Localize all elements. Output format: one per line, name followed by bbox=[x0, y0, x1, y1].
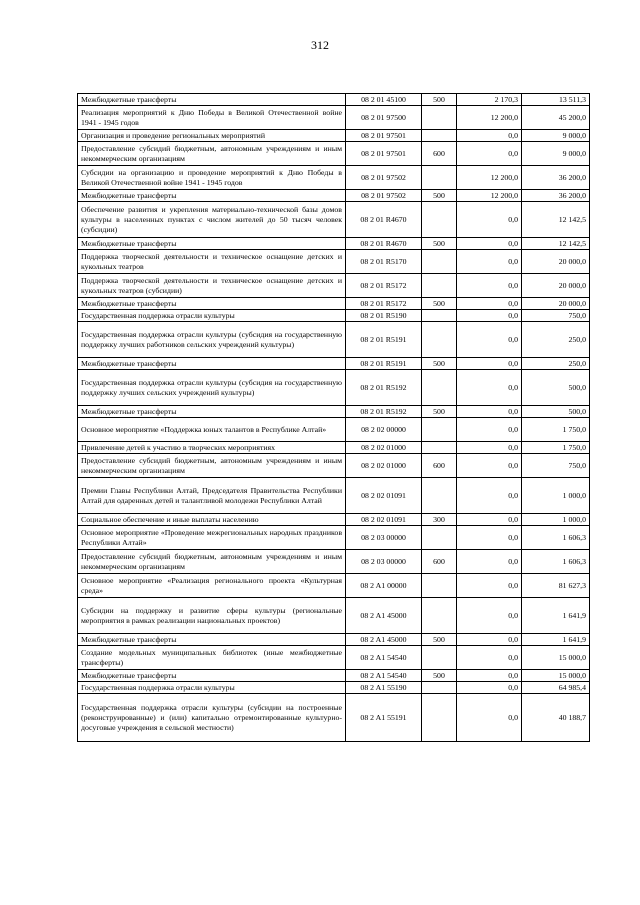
table-row bbox=[78, 238, 590, 250]
row-expense-type bbox=[422, 322, 457, 358]
row-expense-type bbox=[422, 166, 457, 190]
row-expense-type: 600 bbox=[422, 142, 457, 166]
row-code: 08 2 01 R5192 bbox=[346, 406, 422, 418]
row-name: Межбюджетные трансферты bbox=[78, 190, 346, 202]
row-amount-2: 13 511,3 bbox=[522, 94, 590, 106]
table-row bbox=[78, 274, 590, 298]
row-code: 08 2 02 01091 bbox=[346, 514, 422, 526]
row-amount-1: 0,0 bbox=[457, 298, 522, 310]
row-expense-type bbox=[422, 682, 457, 694]
row-expense-type bbox=[422, 106, 457, 130]
table-row bbox=[78, 166, 590, 190]
row-name: Межбюджетные трансферты bbox=[78, 298, 346, 310]
row-name: Государственная поддержка отрасли культуры bbox=[78, 682, 346, 694]
row-code: 08 2 02 01000 bbox=[346, 454, 422, 478]
row-name: Межбюджетные трансферты bbox=[78, 406, 346, 418]
row-amount-2: 9 000,0 bbox=[522, 142, 590, 166]
row-amount-1: 0,0 bbox=[457, 646, 522, 670]
row-amount-2: 250,0 bbox=[522, 322, 590, 358]
row-expense-type bbox=[422, 130, 457, 142]
row-amount-2: 20 000,0 bbox=[522, 274, 590, 298]
row-amount-2: 15 000,0 bbox=[522, 670, 590, 682]
row-code: 08 2 01 97502 bbox=[346, 166, 422, 190]
table-row bbox=[78, 310, 590, 322]
row-code: 08 2 01 97501 bbox=[346, 130, 422, 142]
table-row bbox=[78, 634, 590, 646]
row-amount-2: 40 188,7 bbox=[522, 694, 590, 742]
row-code: 08 2 01 45100 bbox=[346, 94, 422, 106]
row-amount-2: 12 142,5 bbox=[522, 238, 590, 250]
row-amount-2: 20 000,0 bbox=[522, 250, 590, 274]
row-name: Предоставление субсидий бюджетным, автономным учреждениям и иным некоммерческим организациям bbox=[78, 142, 346, 166]
table-row bbox=[78, 694, 590, 742]
row-name: Обеспечение развития и укрепления материально-технической базы домов культуры в населенных пунктах с числом жителей до 50 тысяч человек (субсидии) bbox=[78, 202, 346, 238]
row-amount-2: 1 000,0 bbox=[522, 478, 590, 514]
row-name: Реализация мероприятий к Дню Победы в Великой Отечественной войне 1941 - 1945 годов bbox=[78, 106, 346, 130]
row-amount-2: 20 000,0 bbox=[522, 298, 590, 310]
row-code: 08 2 A1 54540 bbox=[346, 670, 422, 682]
table-row bbox=[78, 442, 590, 454]
row-name: Поддержка творческой деятельности и техническое оснащение детских и кукольных театров bbox=[78, 250, 346, 274]
row-expense-type: 600 bbox=[422, 550, 457, 574]
row-amount-2: 1 641,9 bbox=[522, 598, 590, 634]
row-name: Основное мероприятие «Проведение межрегиональных народных праздников Республики Алтай» bbox=[78, 526, 346, 550]
row-amount-1: 0,0 bbox=[457, 550, 522, 574]
row-code: 08 2 A1 55190 bbox=[346, 682, 422, 694]
table-row bbox=[78, 202, 590, 238]
row-expense-type bbox=[422, 646, 457, 670]
row-expense-type: 500 bbox=[422, 670, 457, 682]
table-row bbox=[78, 406, 590, 418]
row-expense-type: 500 bbox=[422, 190, 457, 202]
row-amount-1: 0,0 bbox=[457, 250, 522, 274]
row-name: Привлечение детей к участию в творческих мероприятиях bbox=[78, 442, 346, 454]
row-code: 08 2 01 R5172 bbox=[346, 298, 422, 310]
row-amount-1: 0,0 bbox=[457, 238, 522, 250]
table-row bbox=[78, 130, 590, 142]
row-amount-1: 0,0 bbox=[457, 358, 522, 370]
row-amount-1: 0,0 bbox=[457, 694, 522, 742]
table-row bbox=[78, 598, 590, 634]
row-name: Государственная поддержка отрасли культуры (субсидии на построенные (реконструированные) и (или) капитально отремонтированные культурно-досуговые учреждения в сельской местности) bbox=[78, 694, 346, 742]
row-amount-2: 36 200,0 bbox=[522, 190, 590, 202]
row-expense-type bbox=[422, 250, 457, 274]
table-row bbox=[78, 454, 590, 478]
row-amount-1: 0,0 bbox=[457, 598, 522, 634]
row-amount-2: 1 000,0 bbox=[522, 514, 590, 526]
row-name: Межбюджетные трансферты bbox=[78, 634, 346, 646]
row-code: 08 2 01 97502 bbox=[346, 190, 422, 202]
row-amount-2: 36 200,0 bbox=[522, 166, 590, 190]
row-code: 08 2 A1 45000 bbox=[346, 598, 422, 634]
row-code: 08 2 A1 45000 bbox=[346, 634, 422, 646]
row-expense-type: 300 bbox=[422, 514, 457, 526]
row-code: 08 2 01 97501 bbox=[346, 142, 422, 166]
row-amount-1: 0,0 bbox=[457, 142, 522, 166]
row-name: Субсидии на поддержку и развитие сферы культуры (региональные мероприятия в рамках реализации национальных проектов) bbox=[78, 598, 346, 634]
table-row bbox=[78, 322, 590, 358]
table-row bbox=[78, 574, 590, 598]
table-row bbox=[78, 478, 590, 514]
row-name: Предоставление субсидий бюджетным, автономным учреждениям и иным некоммерческим организациям bbox=[78, 454, 346, 478]
budget-table-body bbox=[78, 94, 590, 742]
table-row bbox=[78, 250, 590, 274]
row-name: Государственная поддержка отрасли культуры bbox=[78, 310, 346, 322]
row-amount-2: 81 627,3 bbox=[522, 574, 590, 598]
row-amount-2: 250,0 bbox=[522, 358, 590, 370]
row-amount-1: 0,0 bbox=[457, 682, 522, 694]
row-code: 08 2 01 97500 bbox=[346, 106, 422, 130]
row-amount-1: 0,0 bbox=[457, 478, 522, 514]
row-name: Социальное обеспечение и иные выплаты населению bbox=[78, 514, 346, 526]
row-expense-type: 600 bbox=[422, 454, 457, 478]
table-row bbox=[78, 526, 590, 550]
row-expense-type bbox=[422, 370, 457, 406]
row-expense-type bbox=[422, 526, 457, 550]
row-code: 08 2 02 01000 bbox=[346, 442, 422, 454]
row-amount-1: 0,0 bbox=[457, 454, 522, 478]
row-name: Государственная поддержка отрасли культуры (субсидия на государственную поддержку лучших сельских учреждений культуры) bbox=[78, 370, 346, 406]
row-amount-2: 1 606,3 bbox=[522, 550, 590, 574]
row-amount-2: 500,0 bbox=[522, 406, 590, 418]
row-name: Межбюджетные трансферты bbox=[78, 94, 346, 106]
row-amount-2: 64 985,4 bbox=[522, 682, 590, 694]
row-amount-1: 12 200,0 bbox=[457, 166, 522, 190]
row-code: 08 2 01 R5190 bbox=[346, 310, 422, 322]
row-name: Создание модельных муниципальных библиотек (иные межбюджетные трансферты) bbox=[78, 646, 346, 670]
row-expense-type: 500 bbox=[422, 358, 457, 370]
row-amount-1: 12 200,0 bbox=[457, 106, 522, 130]
row-amount-2: 1 750,0 bbox=[522, 418, 590, 442]
row-amount-1: 0,0 bbox=[457, 514, 522, 526]
row-amount-1: 0,0 bbox=[457, 310, 522, 322]
row-amount-2: 1 750,0 bbox=[522, 442, 590, 454]
row-amount-2: 750,0 bbox=[522, 454, 590, 478]
row-code: 08 2 A1 00000 bbox=[346, 574, 422, 598]
row-name: Премии Главы Республики Алтай, Председателя Правительства Республики Алтай для одаренных детей и талантливой молодежи Республики Алтай bbox=[78, 478, 346, 514]
row-expense-type: 500 bbox=[422, 94, 457, 106]
table-row bbox=[78, 682, 590, 694]
table-row bbox=[78, 142, 590, 166]
page-number: 312 bbox=[311, 38, 329, 52]
row-amount-1: 0,0 bbox=[457, 130, 522, 142]
row-name: Основное мероприятие «Реализация регионального проекта «Культурная среда» bbox=[78, 574, 346, 598]
row-expense-type bbox=[422, 442, 457, 454]
row-expense-type: 500 bbox=[422, 298, 457, 310]
table-row bbox=[78, 514, 590, 526]
row-name: Поддержка творческой деятельности и техническое оснащение детских и кукольных театров (субсидии) bbox=[78, 274, 346, 298]
row-amount-2: 15 000,0 bbox=[522, 646, 590, 670]
row-expense-type bbox=[422, 418, 457, 442]
row-amount-2: 9 000,0 bbox=[522, 130, 590, 142]
budget-table bbox=[77, 93, 590, 742]
row-expense-type bbox=[422, 598, 457, 634]
row-code: 08 2 01 R5170 bbox=[346, 250, 422, 274]
row-name: Межбюджетные трансферты bbox=[78, 670, 346, 682]
row-name: Основное мероприятие «Поддержка юных талантов в Республике Алтай» bbox=[78, 418, 346, 442]
row-amount-1: 0,0 bbox=[457, 574, 522, 598]
row-code: 08 2 01 R4670 bbox=[346, 238, 422, 250]
row-amount-2: 45 200,0 bbox=[522, 106, 590, 130]
row-code: 08 2 01 R5172 bbox=[346, 274, 422, 298]
row-expense-type: 500 bbox=[422, 238, 457, 250]
row-expense-type bbox=[422, 274, 457, 298]
row-expense-type bbox=[422, 574, 457, 598]
table-row bbox=[78, 94, 590, 106]
row-expense-type bbox=[422, 310, 457, 322]
row-amount-1: 0,0 bbox=[457, 370, 522, 406]
table-row bbox=[78, 550, 590, 574]
row-code: 08 2 02 01091 bbox=[346, 478, 422, 514]
row-amount-1: 0,0 bbox=[457, 634, 522, 646]
row-amount-1: 12 200,0 bbox=[457, 190, 522, 202]
row-amount-1: 0,0 bbox=[457, 442, 522, 454]
row-amount-1: 0,0 bbox=[457, 202, 522, 238]
row-name: Субсидии на организацию и проведение мероприятий к Дню Победы в Великой Отечественной войне 1941 - 1945 годов bbox=[78, 166, 346, 190]
row-amount-2: 1 641,9 bbox=[522, 634, 590, 646]
row-amount-1: 0,0 bbox=[457, 526, 522, 550]
row-amount-2: 12 142,5 bbox=[522, 202, 590, 238]
row-code: 08 2 01 R5191 bbox=[346, 358, 422, 370]
row-amount-1: 0,0 bbox=[457, 406, 522, 418]
row-name: Межбюджетные трансферты bbox=[78, 358, 346, 370]
table-row bbox=[78, 298, 590, 310]
table-row bbox=[78, 670, 590, 682]
row-code: 08 2 01 R5191 bbox=[346, 322, 422, 358]
row-code: 08 2 A1 55191 bbox=[346, 694, 422, 742]
row-code: 08 2 02 00000 bbox=[346, 418, 422, 442]
row-expense-type bbox=[422, 478, 457, 514]
row-name: Предоставление субсидий бюджетным, автономным учреждениям и иным некоммерческим организациям bbox=[78, 550, 346, 574]
row-code: 08 2 A1 54540 bbox=[346, 646, 422, 670]
row-code: 08 2 03 00000 bbox=[346, 550, 422, 574]
row-code: 08 2 03 00000 bbox=[346, 526, 422, 550]
row-name: Межбюджетные трансферты bbox=[78, 238, 346, 250]
table-row bbox=[78, 646, 590, 670]
row-amount-2: 750,0 bbox=[522, 310, 590, 322]
row-expense-type bbox=[422, 694, 457, 742]
row-amount-1: 0,0 bbox=[457, 418, 522, 442]
row-name: Организация и проведение региональных мероприятий bbox=[78, 130, 346, 142]
row-amount-1: 0,0 bbox=[457, 274, 522, 298]
row-amount-2: 1 606,3 bbox=[522, 526, 590, 550]
row-amount-1: 0,0 bbox=[457, 322, 522, 358]
table-row bbox=[78, 190, 590, 202]
row-amount-1: 0,0 bbox=[457, 670, 522, 682]
row-expense-type: 500 bbox=[422, 634, 457, 646]
row-code: 08 2 01 R4670 bbox=[346, 202, 422, 238]
row-code: 08 2 01 R5192 bbox=[346, 370, 422, 406]
table-row bbox=[78, 106, 590, 130]
row-amount-1: 2 170,3 bbox=[457, 94, 522, 106]
table-row bbox=[78, 358, 590, 370]
row-expense-type bbox=[422, 202, 457, 238]
table-row bbox=[78, 418, 590, 442]
table-row bbox=[78, 370, 590, 406]
row-expense-type: 500 bbox=[422, 406, 457, 418]
row-amount-2: 500,0 bbox=[522, 370, 590, 406]
row-name: Государственная поддержка отрасли культуры (субсидия на государственную поддержку лучших работников сельских учреждений культуры) bbox=[78, 322, 346, 358]
